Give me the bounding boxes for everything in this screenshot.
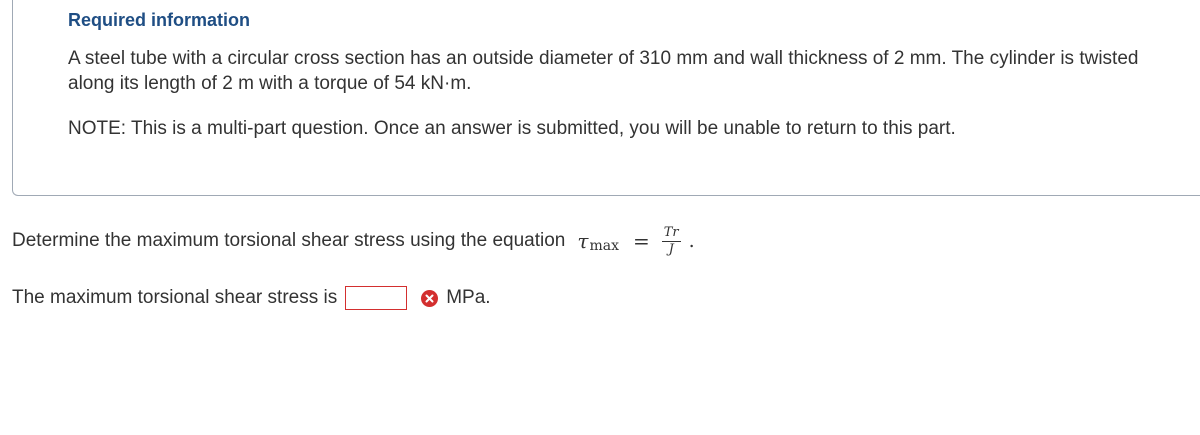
equation-equals-sign: = <box>632 229 650 253</box>
problem-statement: A steel tube with a circular cross section has an outside diameter of 310 mm and wall thickness of 2 mm. The cylinder is twisted along its length of 2 m with a torque of 54 kN·m. <box>68 48 1139 94</box>
equation-numerator: Tr <box>663 224 679 240</box>
shear-stress-equation <box>577 226 694 257</box>
info-title: Required information <box>68 10 251 30</box>
multipart-note: NOTE: This is a multi-part question. Once an answer is submitted, you will be unable to return to this part. <box>68 118 956 139</box>
equation-tau-symbol: τ <box>577 229 589 253</box>
equation-tau-subscript: max <box>589 238 619 254</box>
question-text: Determine the maximum torsional shear stress using the equation <box>12 230 566 251</box>
shear-stress-answer-input[interactable] <box>345 286 407 310</box>
wrong-x-icon <box>421 290 438 307</box>
answer-label: The maximum torsional shear stress is <box>12 287 338 308</box>
answer-row <box>12 283 491 313</box>
answer-unit: MPa. <box>446 287 491 308</box>
equation-fraction <box>662 226 681 257</box>
equation-denominator: J <box>668 241 674 257</box>
question-prompt <box>12 223 695 259</box>
equation-period: . <box>688 230 695 252</box>
